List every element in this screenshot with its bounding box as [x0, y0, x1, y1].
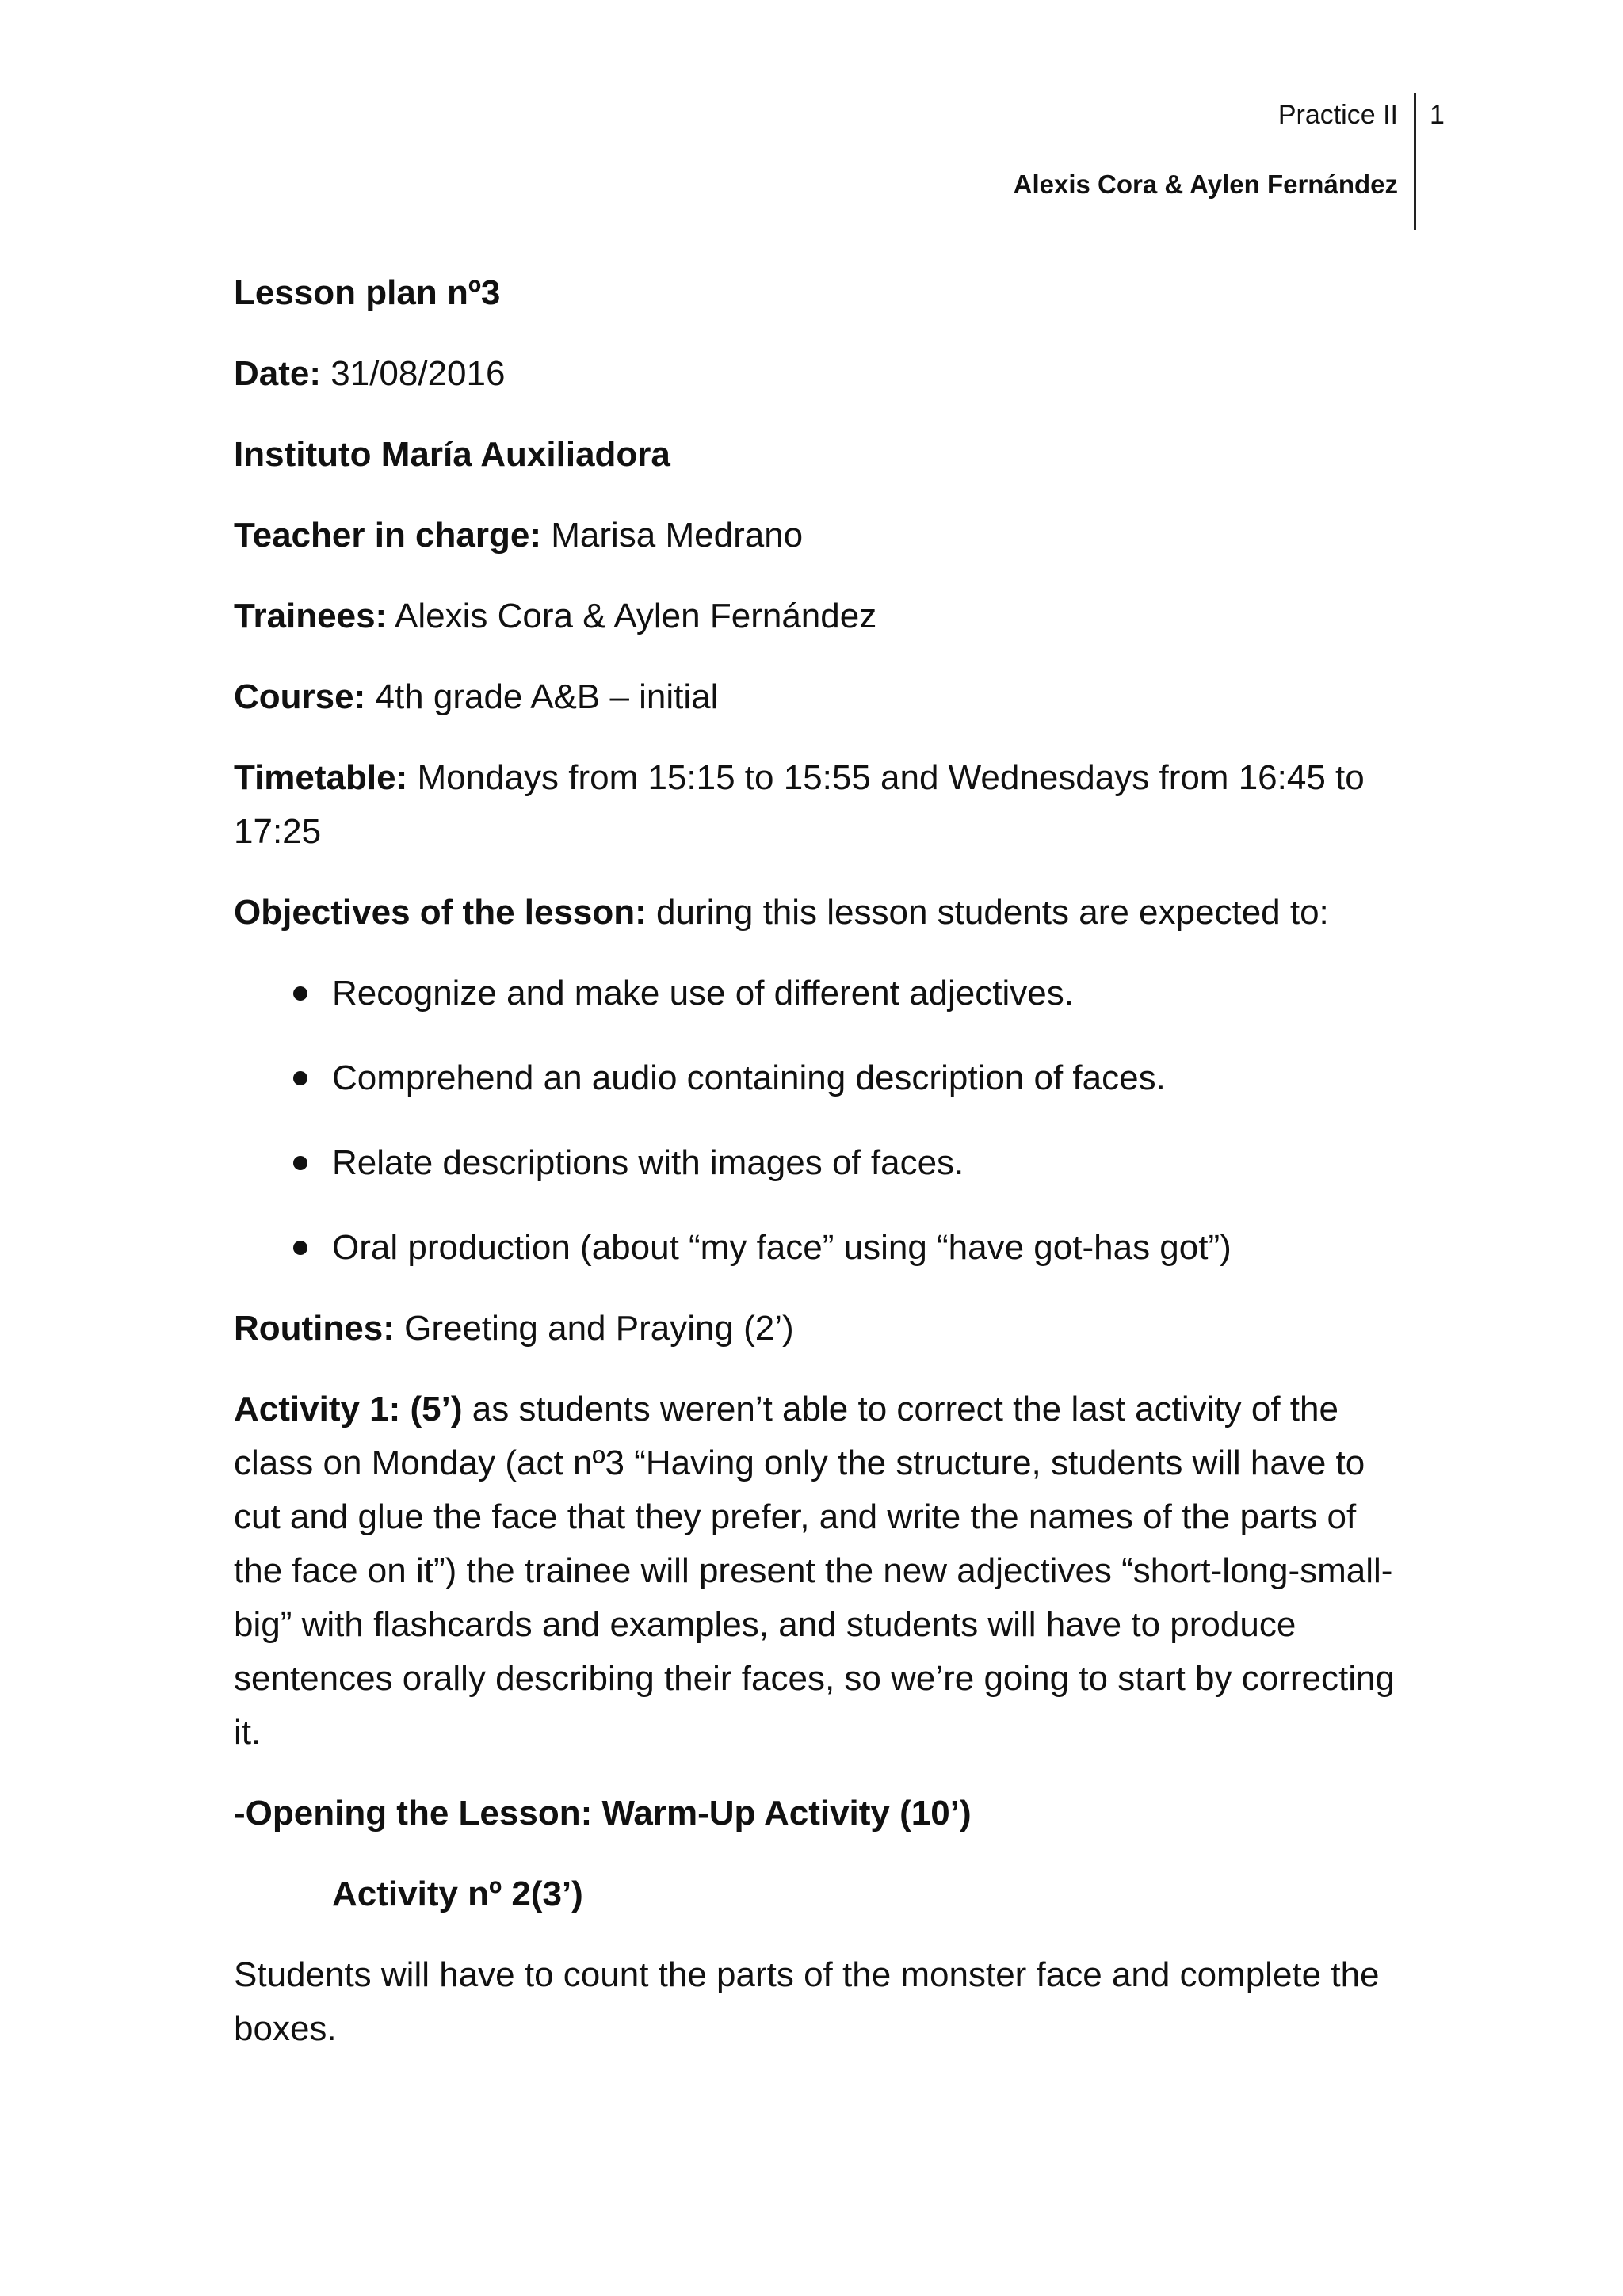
activity1-paragraph [234, 1383, 1399, 1760]
activity2-text: Students will have to count the parts of the monster face and complete the boxes. [234, 1955, 1380, 2048]
teacher-value: Marisa Medrano [541, 516, 804, 555]
page-number: 1 [1430, 100, 1445, 130]
bullet-icon [293, 1071, 307, 1085]
timetable-value: Mondays from 15:15 to 15:55 and Wednesdays from 16:45 to 17:25 [234, 758, 1365, 851]
activity1-text: as students weren’t able to correct the last activity of the class on Monday (act nº3 “Having only the structure, students will have to cut and glue the face that they prefer, and write the names of the parts of the face on it”) the trainee will present the new adjectives “short-long-small-big” with flashcards and examples, and students will have to produce sentences orally describing their faces, so we’re going to start by correcting it. [234, 1390, 1395, 1752]
objective-text: Comprehend an audio containing description of faces. [332, 1058, 1166, 1097]
bullet-icon [293, 1241, 307, 1255]
objectives-value: during this lesson students are expected to: [646, 893, 1329, 932]
objective-text: Relate descriptions with images of faces. [332, 1143, 964, 1182]
course-value: 4th grade A&B – initial [365, 677, 719, 716]
list-item [234, 1051, 1399, 1105]
routines-value: Greeting and Praying (2’) [394, 1309, 794, 1348]
list-item [234, 1221, 1399, 1275]
course-label: Course: [234, 677, 366, 716]
objective-text: Recognize and make use of different adjectives. [332, 974, 1074, 1013]
timetable-line [234, 751, 1399, 859]
bullet-icon [293, 1156, 307, 1170]
teacher-line [234, 509, 1399, 563]
objectives-label: Objectives of the lesson: [234, 893, 647, 932]
list-item [234, 1136, 1399, 1190]
header-divider [1414, 93, 1416, 230]
header-authors: Alexis Cora & Aylen Fernández [1013, 170, 1398, 199]
routines-line [234, 1302, 1399, 1356]
lesson-heading: Lesson plan nº3 [234, 273, 501, 312]
objectives-line [234, 886, 1399, 940]
activity1-label: Activity 1: (5’) [234, 1390, 463, 1428]
bullet-icon [293, 986, 307, 1001]
teacher-label: Teacher in charge: [234, 516, 541, 555]
list-item [234, 967, 1399, 1020]
trainees-line [234, 589, 1399, 643]
date-label: Date: [234, 354, 322, 393]
date-line [234, 347, 1399, 401]
trainees-label: Trainees: [234, 597, 388, 635]
objectives-list [234, 967, 1399, 1275]
routines-label: Routines: [234, 1309, 395, 1348]
header-title: Practice II [1277, 100, 1398, 130]
objective-text: Oral production (about “my face” using “have got-has got”) [332, 1228, 1232, 1267]
institute-name: Instituto María Auxiliadora [234, 435, 670, 474]
activity2-heading: Activity nº 2(3’) [332, 1875, 583, 1913]
course-line [234, 670, 1399, 724]
timetable-label: Timetable: [234, 758, 408, 797]
opening-heading: -Opening the Lesson: Warm-Up Activity (10’) [234, 1794, 972, 1833]
lesson-content [234, 266, 1399, 2083]
date-value: 31/08/2016 [321, 354, 506, 393]
trainees-value: Alexis Cora & Aylen Fernández [387, 597, 877, 635]
